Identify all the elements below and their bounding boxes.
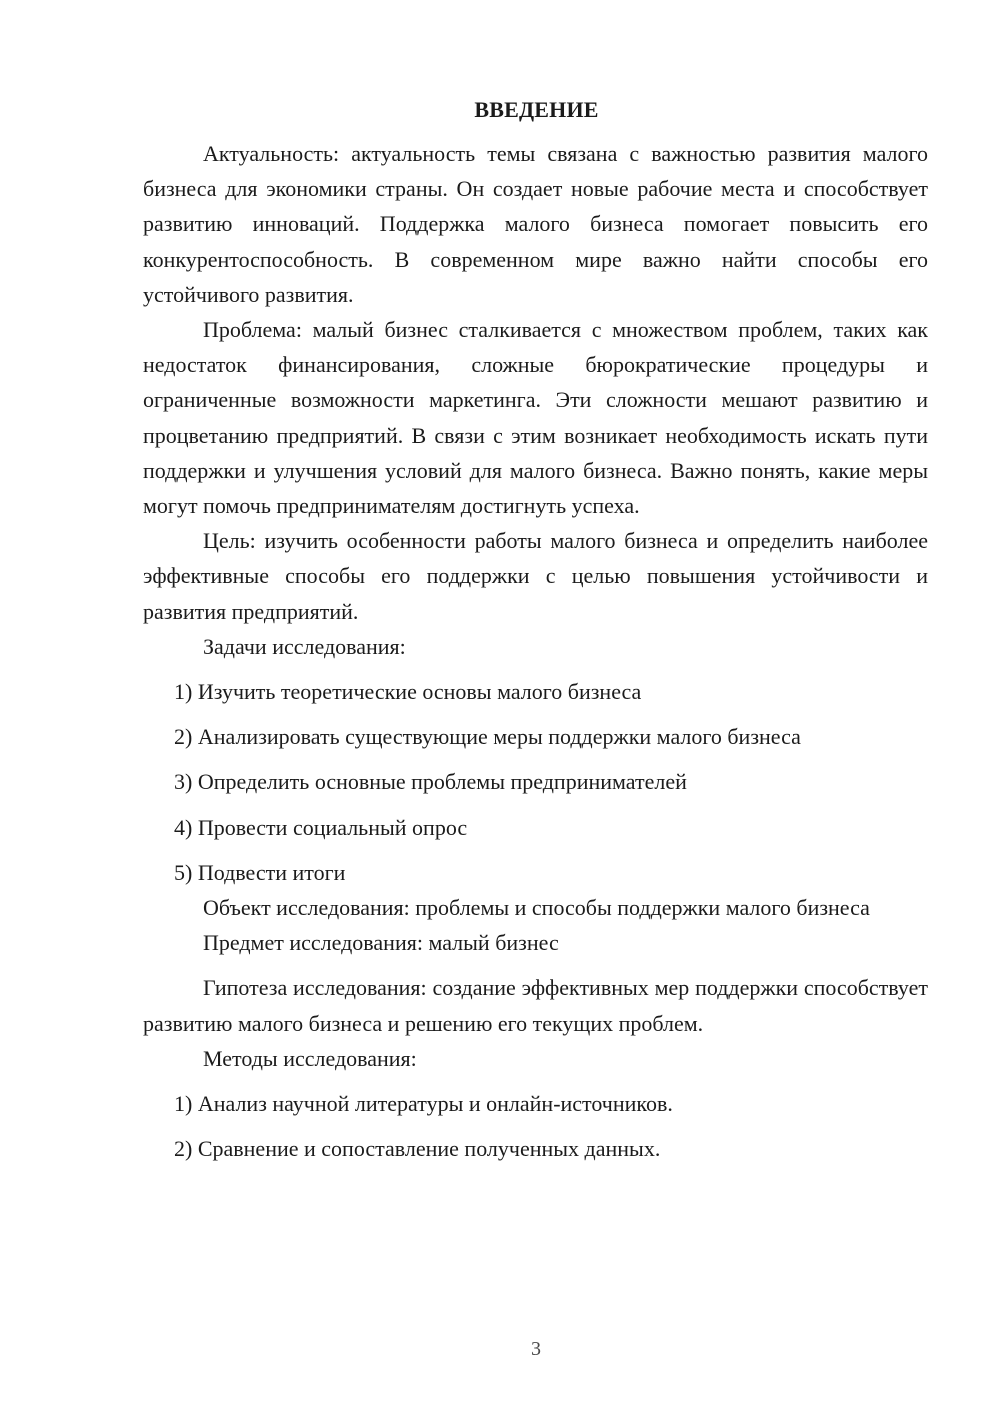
task-item-4: 4) Провести социальный опрос <box>174 814 468 840</box>
problem-paragraph: Проблема: малый бизнес сталкивается с множеством проблем, таких как недостаток финансирования, сложные бюрократические процедуры и ограниченные возможности маркетинга. Эти сложности мешают развитию и процветанию предприятий. В связи с этим возникает необходимость искать пути поддержки и улучшения условий для малого бизнеса. Важно понять, какие меры могут помочь предпринимателям достигнуть успеха. <box>143 317 928 519</box>
task-item-5: 5) Подвести итоги <box>174 859 346 885</box>
method-item-1: 1) Анализ научной литературы и онлайн-источников. <box>174 1091 673 1116</box>
methods-list <box>143 1086 928 1166</box>
task-item-3: 3) Определить основные проблемы предпринимателей <box>174 769 687 795</box>
object-paragraph: Объект исследования: проблемы и способы поддержки малого бизнеса <box>203 894 870 920</box>
task-item-1: 1) Изучить теоретические основы малого бизнеса <box>174 679 642 705</box>
hypothesis-paragraph: Гипотеза исследования: создание эффективных мер поддержки способствует развитию малого бизнеса и решению его текущих проблем. <box>143 975 928 1036</box>
document-body <box>143 96 928 1166</box>
methods-heading: Методы исследования: <box>203 1045 417 1071</box>
tasks-list <box>143 674 928 890</box>
method-item-2: 2) Сравнение и сопоставление полученных данных. <box>174 1136 661 1162</box>
goal-paragraph: Цель: изучить особенности работы малого бизнеса и определить наиболее эффективные способы его поддержки с целью повышения устойчивости и развития предприятий. <box>143 528 928 624</box>
tasks-heading: Задачи исследования: <box>203 633 406 659</box>
relevance-paragraph: Актуальность: актуальность темы связана с важностью развития малого бизнеса для экономики страны. Он создает новые рабочие места и способствует развитию инноваций. Поддержка малого бизнеса помогает повысить его конкурентоспособность. В современном мире важно найти способы его устойчивого развития. <box>143 141 928 307</box>
subject-paragraph: Предмет исследования: малый бизнес <box>203 930 559 956</box>
page-title: ВВЕДЕНИЕ <box>474 97 599 122</box>
page-number: 3 <box>531 1338 541 1360</box>
task-item-2: 2) Анализировать существующие меры поддержки малого бизнеса <box>174 724 801 750</box>
